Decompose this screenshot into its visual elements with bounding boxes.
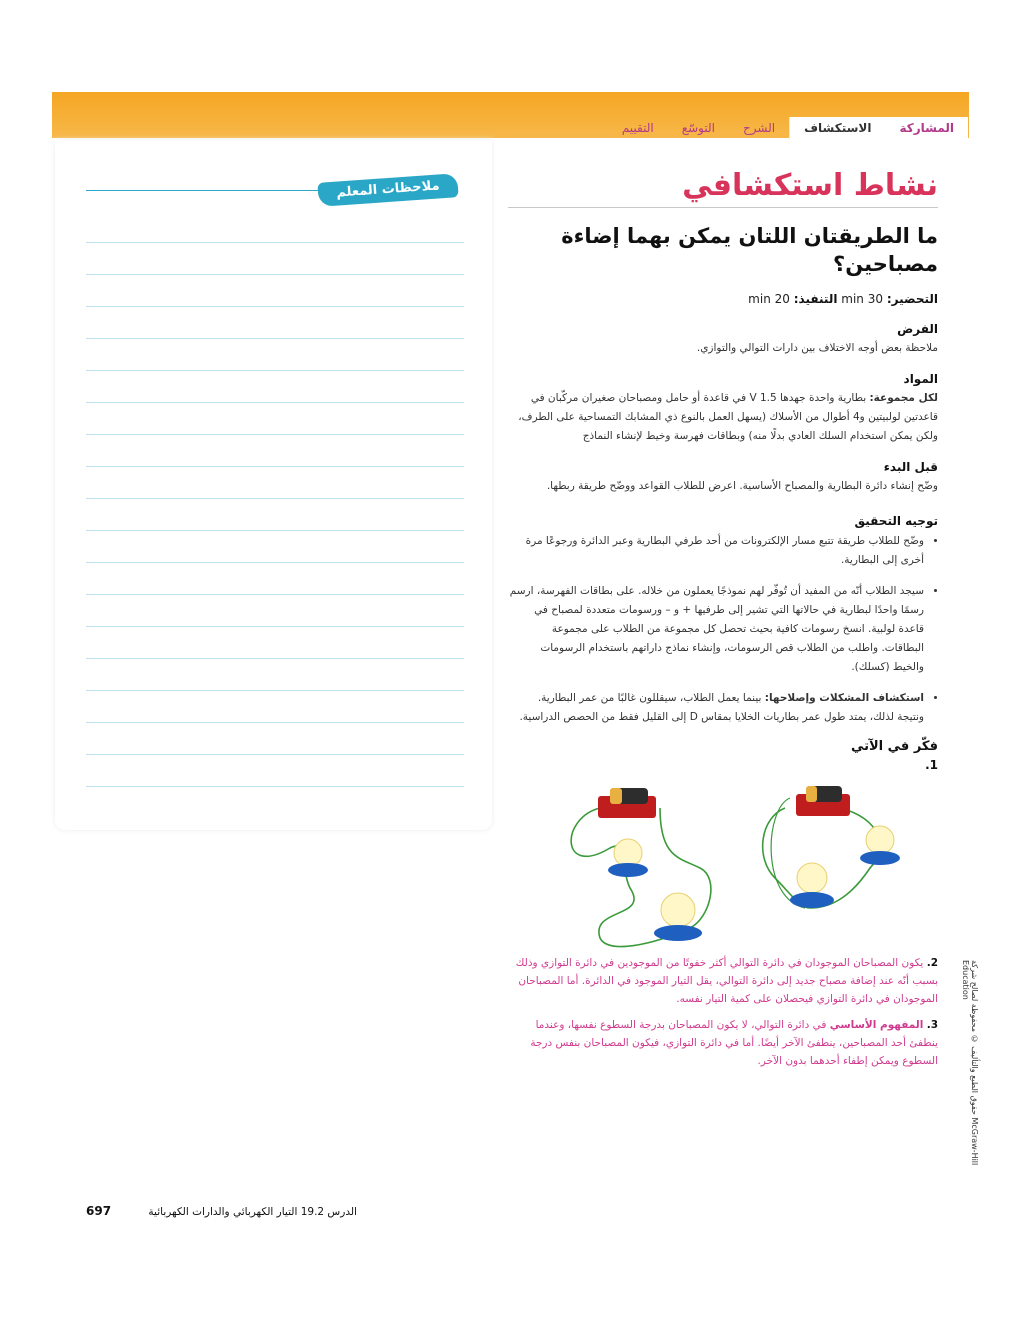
bulb-icon	[797, 863, 827, 893]
guidance-bullet-1: • وضّح للطلاب طريقة تتبع مسار الإلكترونات من أحد طرفي البطارية وعبر الدائرة ورجوعًا مرة أخرى إلى البطارية.	[508, 532, 924, 570]
answer-2	[508, 954, 938, 1008]
materials-group-label: لكل مجموعة:	[869, 392, 938, 404]
materials-list: بطارية واحدة جهدها 1.5 V في قاعدة أو حامل ومصباحان صغيران مركّبان في قاعدتين لولبيتين و4 أطوال من الأسلاك (يسهل العمل بالنوع ذي المشابك التمساحية على الطرف، ولكن يمكن استخدام السلك العادي بدلًا منه) وبطاقات فهرسة وخيط لإنشاء النماذج	[518, 392, 938, 442]
notes-divider	[86, 190, 322, 191]
tab-engage[interactable]: المشاركة	[885, 117, 968, 139]
before-start-heading: قبل البدء	[883, 460, 938, 474]
hypothesis-heading: الفرض	[897, 322, 938, 336]
exec-time: 20 min	[748, 292, 790, 306]
parallel-circuit	[763, 786, 900, 908]
answer-3-text: في دائرة التوالي، لا يكون المصباحان بدرجة السطوع نفسها، وعندما ينطفئ أحد المصباحين، ينطفئ الآخر أيضًا. أما في دائرة التوازي، فيكون المصباحان بنفس درجة السطوع ويمكن إطفاء أحدهما بدون الآخر.	[530, 1019, 938, 1067]
tab-elaborate[interactable]: التوسّع	[681, 121, 715, 135]
timing-line	[508, 292, 938, 306]
notes-writing-lines	[86, 242, 464, 818]
troubleshooting-label: استكشاف المشكلات وإصلاحها:	[764, 692, 924, 704]
think-heading: فكّر في الآتي	[850, 739, 938, 754]
bulb-icon	[614, 839, 642, 867]
tab-evaluate[interactable]: التقييم	[621, 121, 654, 135]
answer-2-number: 2.	[926, 957, 938, 969]
bulb-icon	[661, 893, 695, 927]
prep-time: 30 min	[841, 292, 884, 306]
activity-title: نشاط استكشافي	[682, 168, 938, 203]
troubleshooting-text: بينما يعمل الطلاب، سيقللون غالبًا من عمر البطارية. ونتيجة لذلك، يمتد طول عمر بطاريات الخلايا بمقاس D إلى القليل فقط من الحصص الدراسية.	[519, 692, 924, 723]
answer-2-text: يكون المصباحان الموجودان في دائرة التوالي أكثر خفوتًا من الموجودين في دائرة التوازي وذلك بسبب أنّه عند إضافة مصباح جديد إلى دائرة التوالي، يقل التيار الموجود في الدائرة. أما المصباحان الموجودان في دائرة التوازي فيحصلان على كمية التيار نفسه.	[515, 957, 938, 1005]
answer-3	[508, 1016, 938, 1070]
bulb-icon	[866, 826, 894, 854]
section-tabs	[608, 117, 968, 139]
materials-text	[508, 389, 938, 446]
hypothesis-text: ملاحظة بعض أوجه الاختلاف بين دارات التوالي والتوازي.	[696, 342, 938, 354]
tab-explain[interactable]: الشرح	[743, 121, 776, 135]
before-start-text: وضّح إنشاء دائرة البطارية والمصباح الأساسية. اعرض للطلاب القواعد ووضّح طريقة ربطها.	[546, 480, 938, 492]
title-rule	[508, 207, 938, 208]
materials-heading: المواد	[903, 372, 938, 386]
question-1-number: 1.	[925, 758, 938, 772]
guidance-bullet-3	[508, 689, 924, 727]
prep-label: التحضير:	[886, 292, 938, 306]
series-circuit	[571, 788, 711, 947]
key-concept-label: المفهوم الأساسي	[829, 1019, 924, 1031]
activity-question: ما الطريقتان اللتان يمكن بهما إضاءة مصباحين؟	[561, 224, 938, 276]
page-footer	[86, 1204, 386, 1218]
copyright-credit: حقوق الطبع والتأليف © محفوظة لصالح شركة McGraw-Hill Education	[961, 960, 979, 1166]
teacher-notes-title: ملاحظات المعلم	[317, 173, 458, 207]
tab-explore[interactable]: الاستكشاف	[789, 117, 885, 139]
circuit-illustrations	[560, 778, 920, 960]
guidance-heading: توجيه التحقيق	[854, 514, 938, 528]
answer-3-number: 3.	[926, 1019, 938, 1031]
guidance-bullet-2: • سيجد الطلاب أنّه من المفيد أن تُوفّر لهم نموذجًا يعملون من خلاله. على بطاقات الفهرسة، ارسم رسمًا واحدًا لبطارية في حالاتها التي تشير إلى طرفيها + و – ورسومات متعددة لمصباح في قاعدة لولبية. انسخ رسومات كافية بحيث تحصل كل مجموعة من الطلاب على مجموعة البطاقات. واطلب من الطلاب قص الرسومات، وإنشاء نماذج داراتهم باستخدام الرسومات والخيط (كسلك).	[508, 582, 924, 677]
lesson-title: الدرس 19.2 التيار الكهربائي والدارات الكهربائية	[148, 1206, 357, 1218]
page-number: 697	[86, 1204, 112, 1218]
guidance-list	[508, 532, 938, 727]
exec-label: التنفيذ:	[793, 292, 838, 306]
